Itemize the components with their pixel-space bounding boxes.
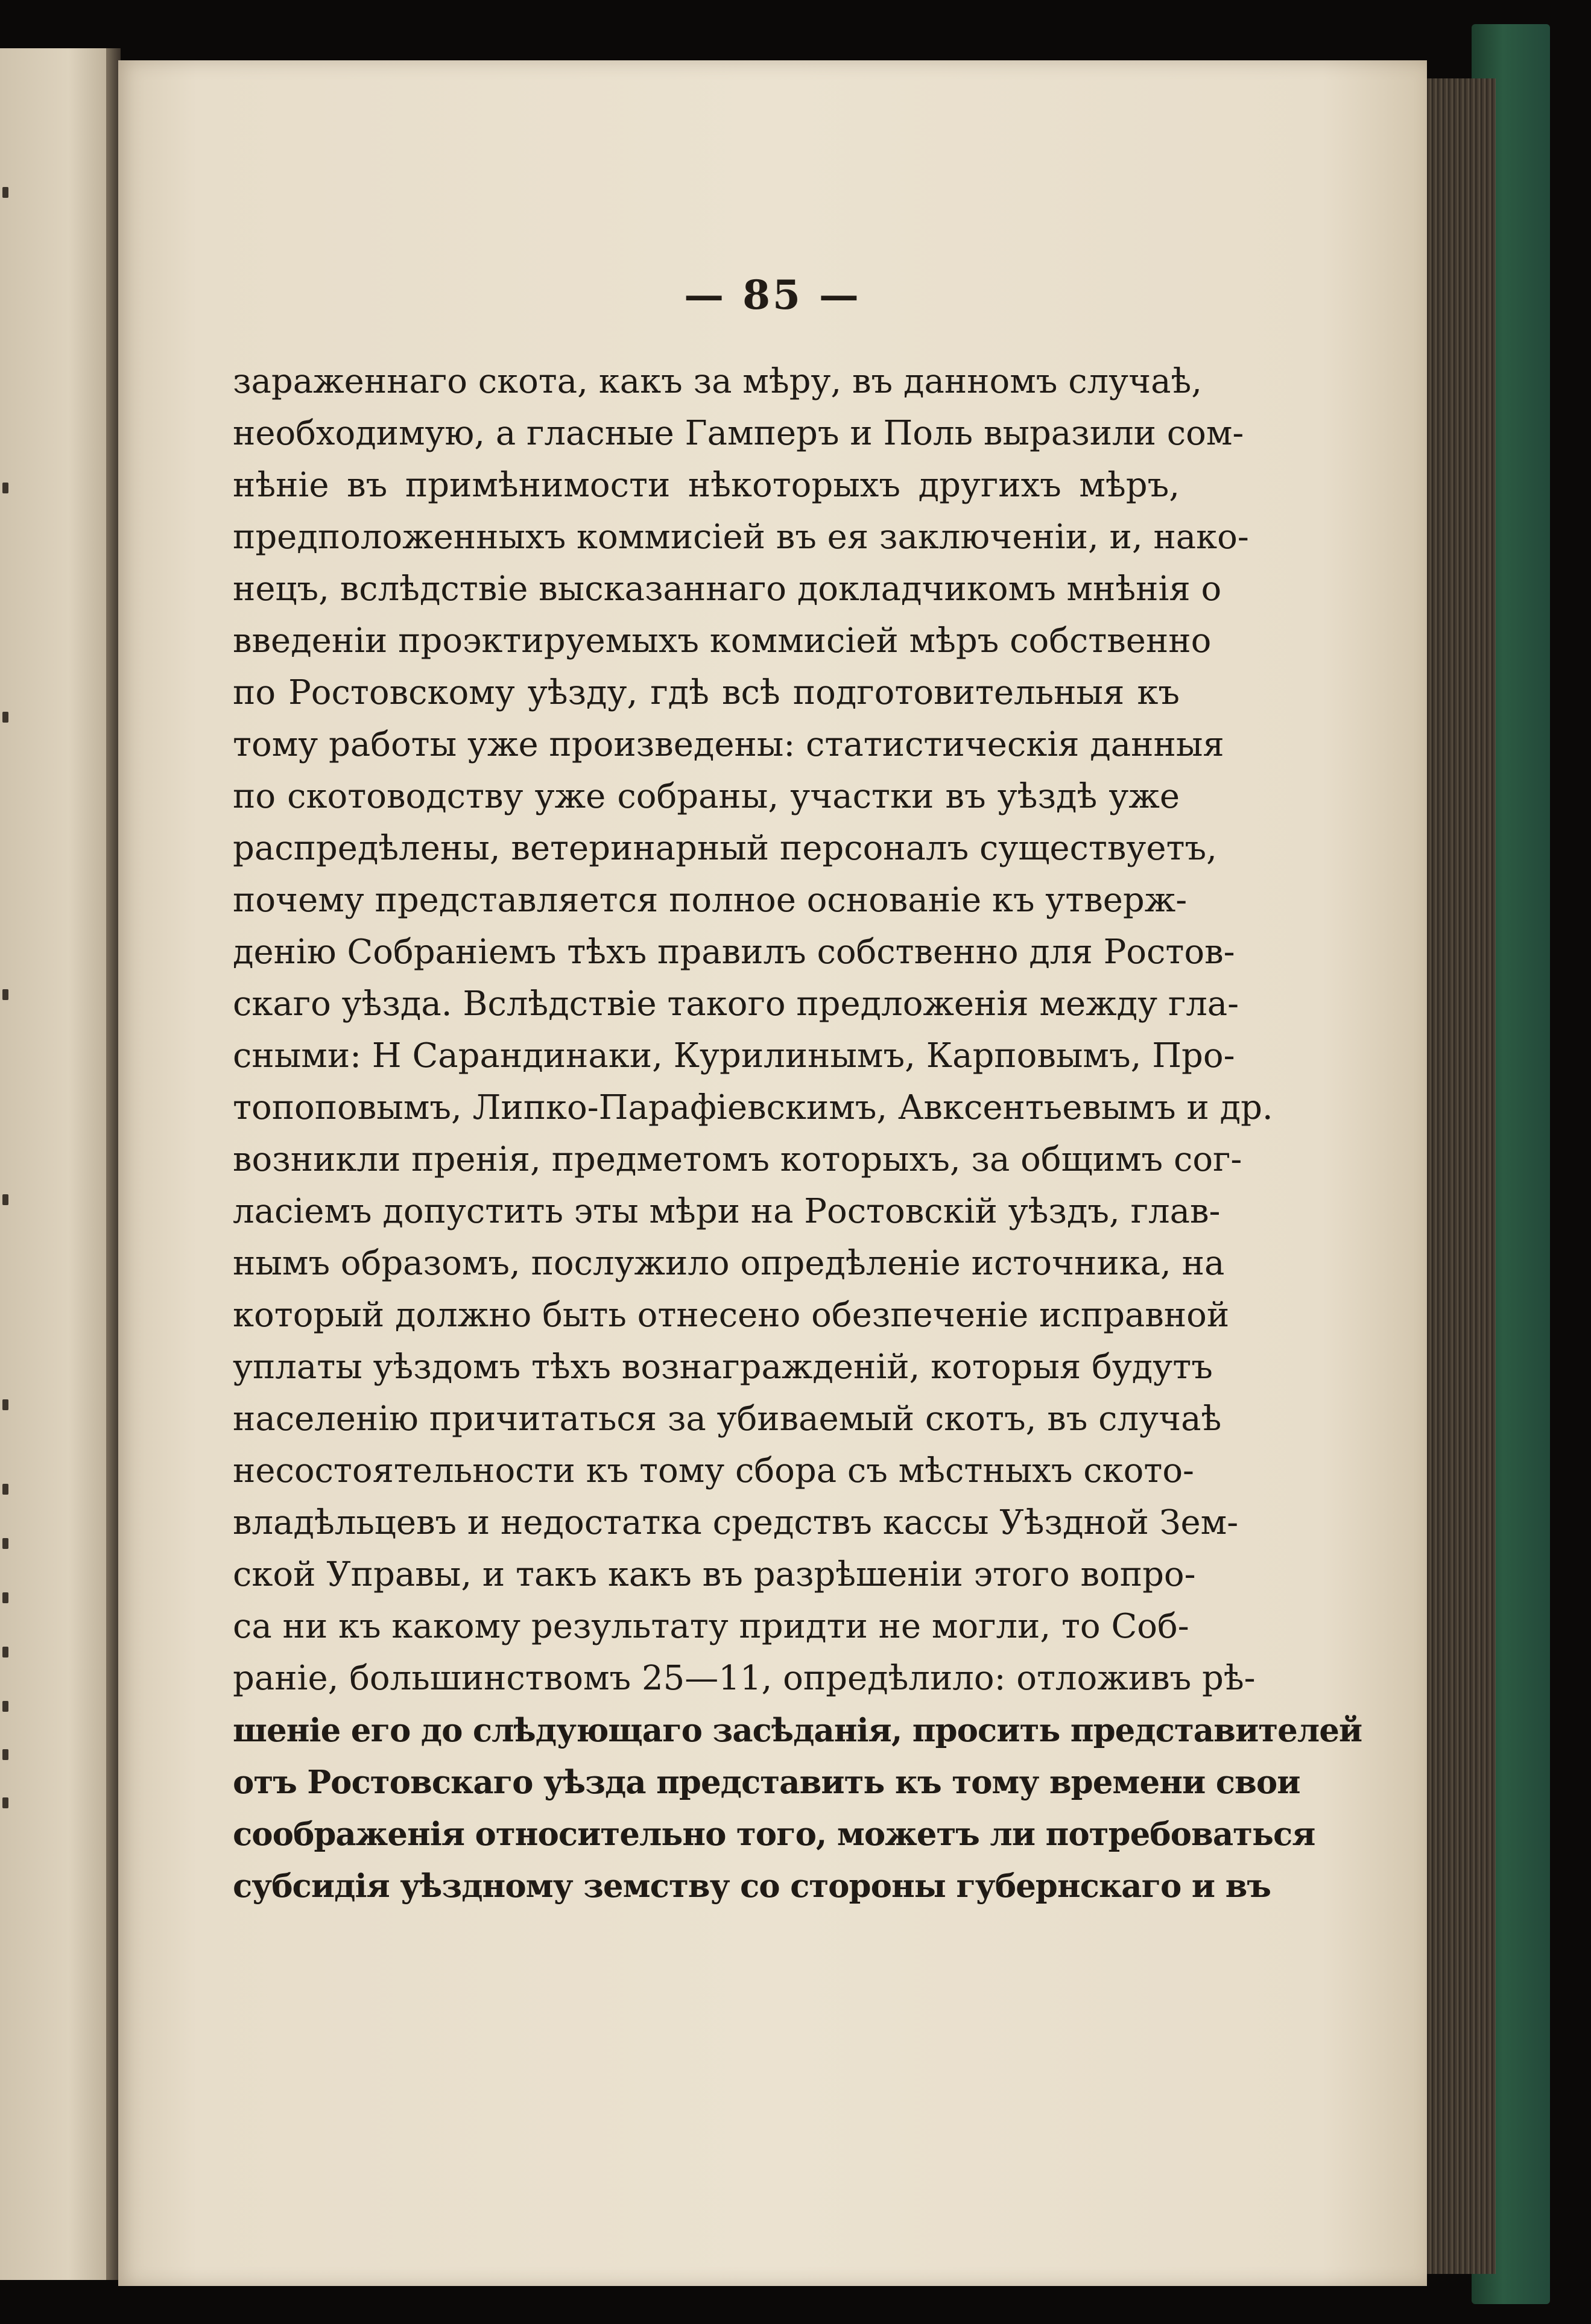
text-line: шенiе его до слѣдующаго засѣданiя, просить представителей (233, 1712, 1362, 1749)
text-line: нѣніе въ примѣнимости нѣкоторыхъ другихъ мѣръ, (233, 466, 1180, 505)
text-line: который должно быть отнесено обезпеченiе исправной (233, 1296, 1230, 1335)
text-line: скаго уѣзда. Вслѣдствiе такого предложенiя между гла- (233, 984, 1239, 1024)
text-line: тому работы уже произведены: статистическiя данныя (233, 725, 1224, 764)
text-line: населенiю причитаться за убиваемый скотъ, въ случаѣ (233, 1399, 1222, 1439)
text-line: сными: Н Сарандинаки, Курилинымъ, Карповымъ, Про- (233, 1036, 1235, 1075)
text-line: денiю Собранiемъ тѣхъ правилъ собственно для Ростов- (233, 932, 1235, 972)
text-line: са ни къ какому результату придти не могли, то Соб- (233, 1607, 1189, 1646)
text-line: по Ростовскому уѣзду, гдѣ всѣ подготовительныя къ (233, 673, 1180, 712)
text-line: ласiемъ допустить эты мѣри на Ростовскiй уѣздъ, глав- (233, 1192, 1221, 1231)
text-line: по скотоводству уже собраны, участки въ уѣздѣ уже (233, 777, 1180, 816)
text-line: субсидiя уѣздному земству со стороны губернскаго и въ (233, 1867, 1271, 1905)
text-line: владѣльцевъ и недостатка средствъ кассы Уѣздной Зем- (233, 1503, 1239, 1542)
text-line: почему представляется полное основанiе къ утверж- (233, 881, 1188, 920)
text-line: несостоятельности къ тому сбора съ мѣстныхъ ското- (233, 1451, 1194, 1490)
text-line: соображенiя относительно того, можетъ ли потребоваться (233, 1816, 1315, 1853)
text-line: ранiе, большинствомъ 25—11, опредѣлило: отложивъ рѣ- (233, 1659, 1256, 1698)
text-line: топоповымъ, Липко-Парафiевскимъ, Авксентьевымъ и др. (233, 1088, 1273, 1127)
page-stack-edge (1423, 78, 1496, 2274)
page-number: — 85 — (684, 271, 861, 318)
text-line: предположенныхъ коммисiей въ ея заключенiи, и, нако- (233, 518, 1249, 557)
text-line: зараженнаго скота, какъ за мѣру, въ данномъ случаѣ, (233, 362, 1203, 401)
text-line: ской Управы, и такъ какъ въ разрѣшенiи этого вопро- (233, 1555, 1196, 1594)
text-line: распредѣлены, ветеринарный персоналъ существуетъ, (233, 829, 1217, 868)
book-page (118, 60, 1427, 2286)
text-line: возникли пренiя, предметомъ которыхъ, за общимъ сог- (233, 1140, 1242, 1179)
text-line: нымъ образомъ, послужило опредѣленiе источника, на (233, 1244, 1225, 1283)
text-line: уплаты уѣздомъ тѣхъ вознагражденiй, которыя будутъ (233, 1347, 1213, 1387)
text-line: отъ Ростовскаго уѣзда представить къ тому времени свои (233, 1764, 1300, 1801)
body-text (233, 356, 1362, 1912)
previous-page-fragment (0, 48, 115, 2280)
text-line: нецъ, вслѣдствiе высказаннаго докладчикомъ мнѣнiя о (233, 569, 1222, 609)
text-line: необходимую, а гласные Гамперъ и Поль выразили сом- (233, 414, 1244, 453)
text-line: введенiи проэктируемыхъ коммисiей мѣръ собственно (233, 621, 1212, 660)
